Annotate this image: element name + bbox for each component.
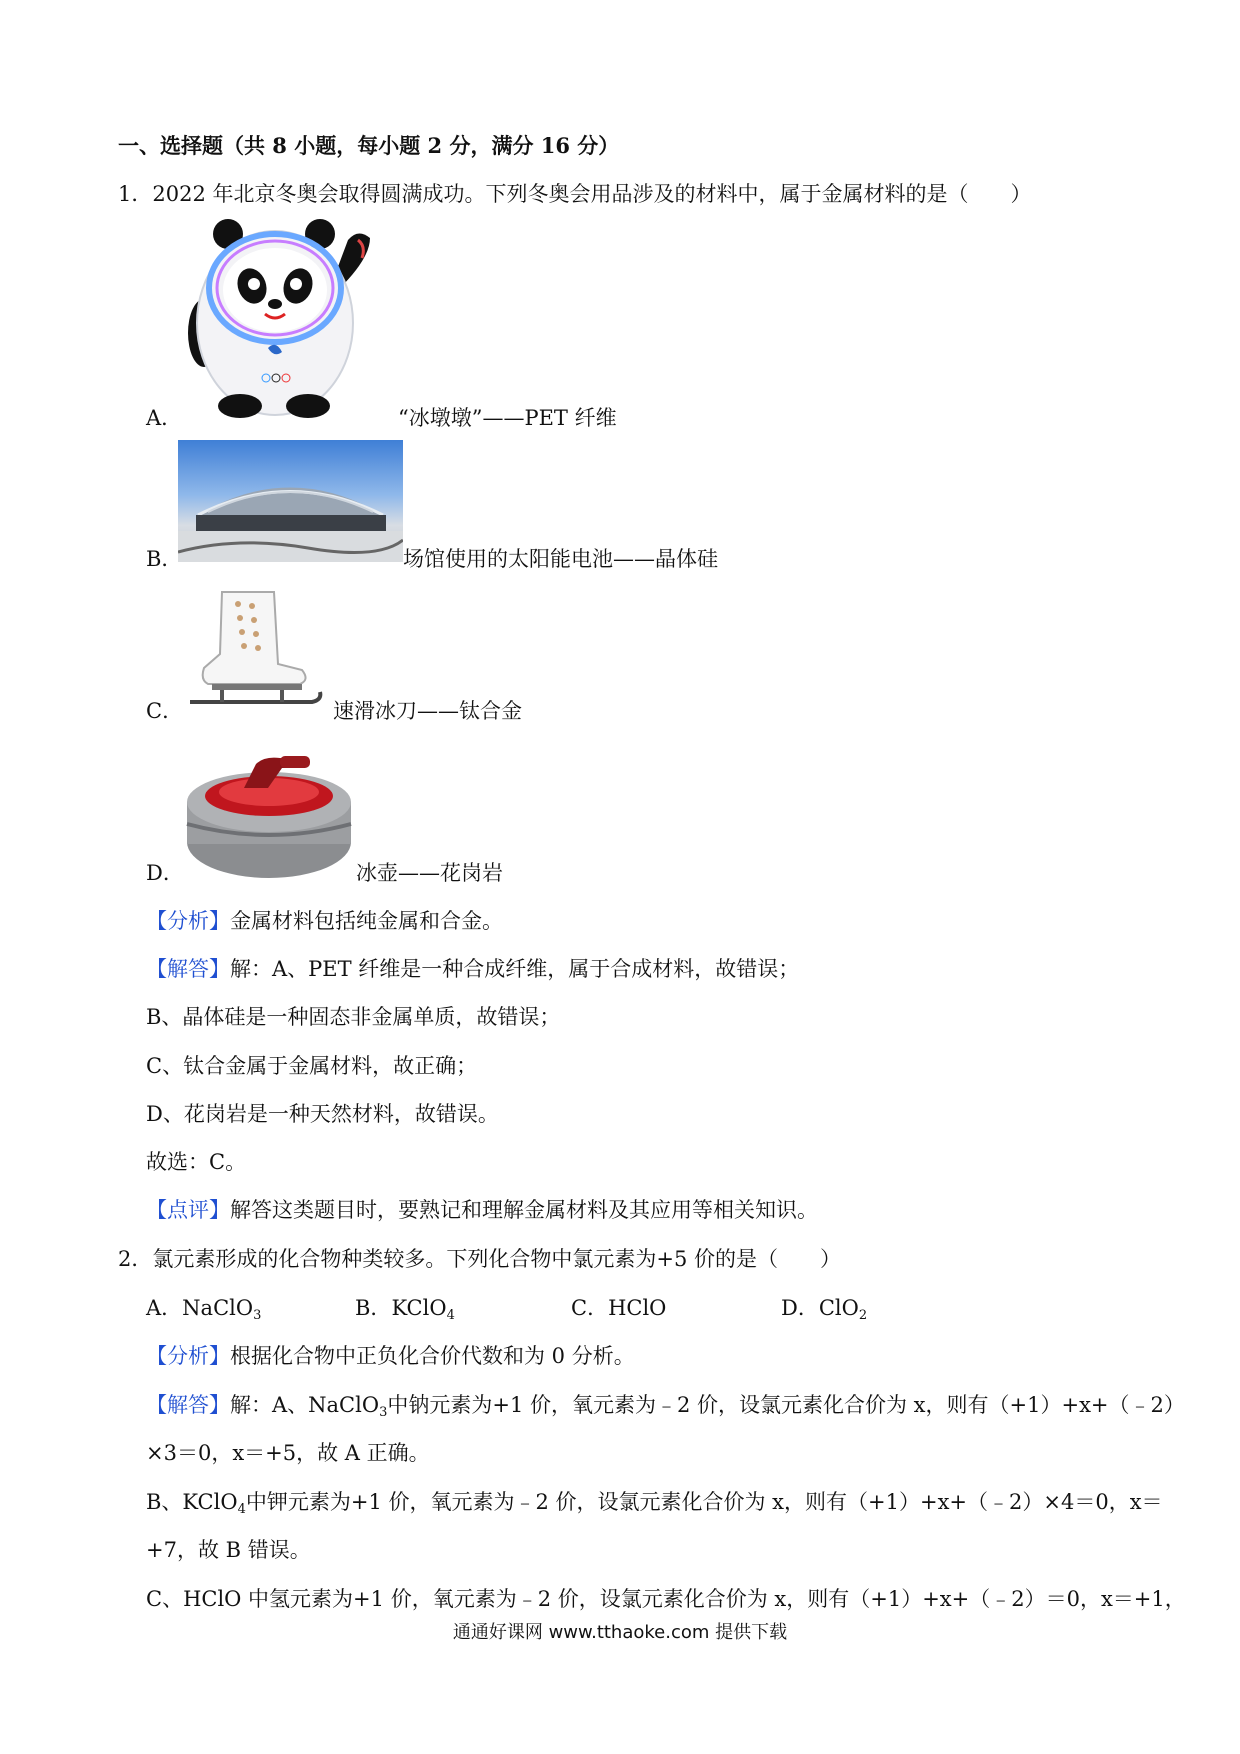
analysis-tag: 【分析】 [146,1344,230,1368]
option-b-text: 场馆使用的太阳能电池——晶体硅 [403,547,718,571]
question-2-stem: 2．氯元素形成的化合物种类较多。下列化合物中氯元素为+5 价的是（ ） [118,1247,841,1271]
answer-b-pre: B、KClO [146,1490,238,1514]
answer-a-pre: 解：A、NaClO [230,1393,380,1417]
answer-a-subscript: 3 [379,1405,388,1420]
analysis-tag: 【分析】 [146,909,230,933]
page-footer: 通通好课网 www.tthaoke.com 提供下载 [452,1622,788,1643]
q2-option-b [355,1292,455,1323]
question-1-stem: 1．2022 年北京冬奥会取得圆满成功。下列冬奥会用品涉及的材料中，属于金属材料的是（ ） [118,182,1032,206]
q2-option-c [571,1292,666,1323]
option-a-letter: A． [146,406,183,430]
curling-stone-image [184,742,354,882]
option-a-text: “冰墩墩”——PET 纤维 [398,406,617,430]
option-letter: B． [355,1296,392,1320]
option-d-letter: D． [146,861,184,885]
q2-option-a [146,1292,261,1323]
answer-tag: 【解答】 [146,1393,230,1417]
answer-b-subscript: 4 [237,1502,246,1517]
q2-analysis [146,1340,635,1370]
q2-answer-b-cont: +7，故 B 错误。 [146,1538,311,1562]
option-subscript: 2 [858,1308,868,1323]
option-letter: A． [146,1296,183,1320]
answer-b-post: 中钾元素为+1 价，氧元素为﹣2 价，设氯元素化合价为 x，则有（+1）+x+（﹣2）×4＝0，x＝ [245,1490,1163,1514]
analysis-text: 金属材料包括纯金属和合金。 [230,909,503,933]
option-c-text: 速滑冰刀——钛合金 [333,699,522,723]
q1-answer [146,953,799,983]
q1-choice: 故选：C。 [146,1150,247,1174]
option-c-letter: C． [146,699,184,723]
stadium-image [178,440,403,562]
analysis-text: 根据化合物中正负化合价代数和为 0 分析。 [230,1344,635,1368]
option-formula: KClO [391,1296,447,1320]
q1-answer-line-c: C、钛合金属于金属材料，故正确； [146,1054,478,1078]
option-formula: HClO [608,1296,667,1320]
section-title: 一、选择题（共 8 小题，每小题 2 分，满分 16 分） [118,133,620,158]
q2-answer-a-cont: ×3＝0，x＝+5，故 A 正确。 [146,1441,430,1465]
option-d-text: 冰壶——花岗岩 [356,861,503,885]
answer-tag: 【解答】 [146,957,230,981]
skate-image [182,584,332,714]
q1-comment [146,1194,818,1224]
answer-a-post: 中钠元素为+1 价，氧元素为﹣2 价，设氯元素化合价为 x，则有（+1）+x+（﹣2） [387,1393,1185,1417]
q1-answer-line-d: D、花岗岩是一种天然材料，故错误。 [146,1102,499,1126]
option-letter: D． [781,1296,819,1320]
option-subscript: 4 [446,1308,455,1323]
q2-answer [146,1389,1185,1420]
option-formula: ClO [818,1296,859,1320]
option-b-letter: B． [146,547,183,571]
q2-option-d [781,1292,867,1323]
comment-tag: 【点评】 [146,1198,230,1222]
q2-answer-b [146,1486,1163,1517]
panda-mascot-image [180,218,390,418]
q1-analysis [146,905,503,935]
answer-text: 解：A、PET 纤维是一种合成纤维，属于合成材料，故错误； [230,957,800,981]
option-subscript: 3 [253,1308,262,1323]
q2-answer-c: C、HClO 中氢元素为+1 价，氧元素为﹣2 价，设氯元素化合价为 x，则有（+1）+x+（﹣2）＝0，x＝+1， [146,1587,1186,1611]
comment-text: 解答这类题目时，要熟记和理解金属材料及其应用等相关知识。 [230,1198,818,1222]
option-formula: NaClO [182,1296,254,1320]
q1-answer-line-b: B、晶体硅是一种固态非金属单质，故错误； [146,1005,561,1029]
option-letter: C． [571,1296,609,1320]
